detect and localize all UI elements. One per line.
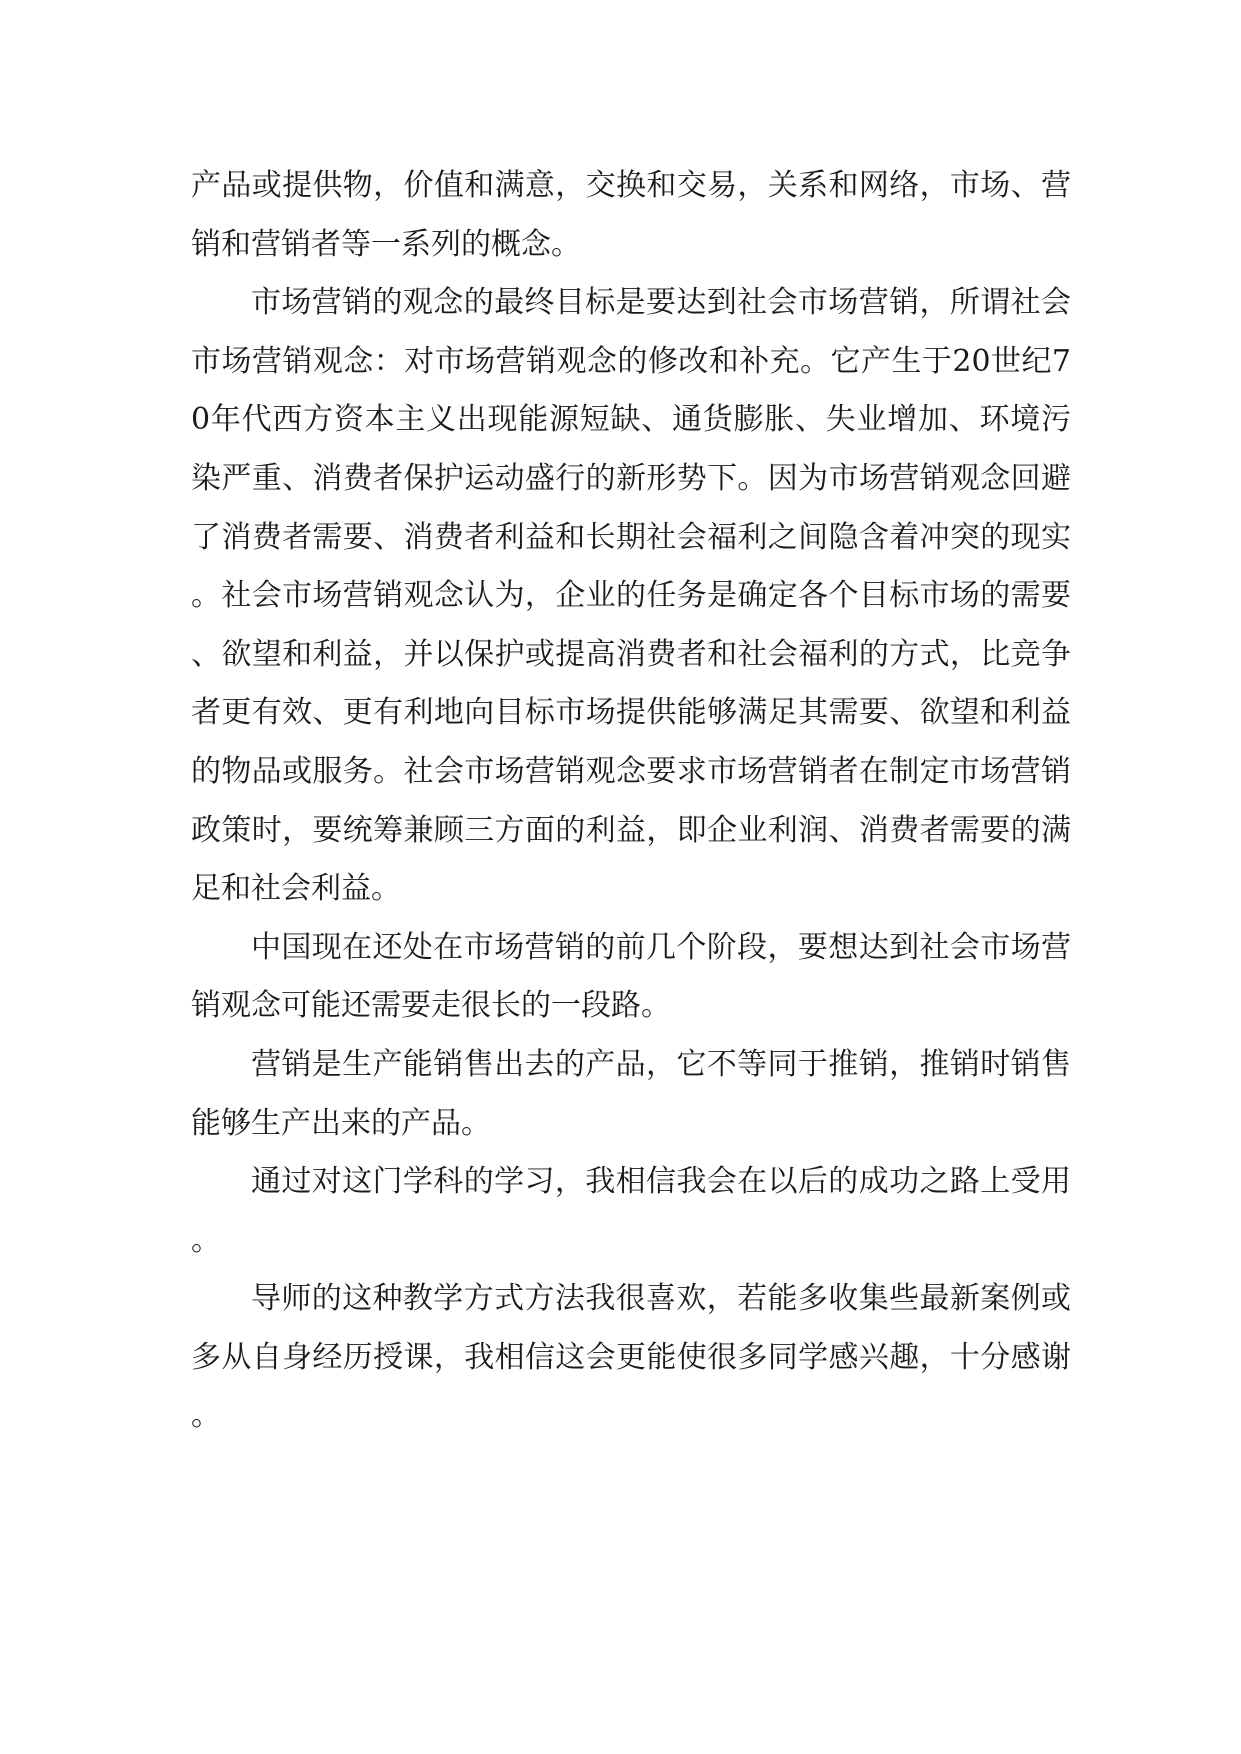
paragraph-china-stage: 中国现在还处在市场营销的前几个阶段，要想达到社会市场营销观念可能还需要走很长的一段路。	[191, 929, 1071, 1024]
paragraph-learning-benefit: 通过对这门学科的学习，我相信我会在以后的成功之路上受用。	[191, 1164, 1071, 1258]
paragraph-social-marketing-concept: 市场营销的观念的最终目标是要达到社会市场营销，所谓社会市场营销观念：对市场营销观念的修改和补充。它产生于20世纪70年代西方资本主义出现能源短缺、通货膨胀、失业增加、环境污染严重、消费者保护运动盛行的新形势下。因为市场营销观念回避了消费者需要、消费者利益和长期社会福利之间隐含着冲突的现实。社会市场营销观念认为，企业的任务是确定各个目标市场的需要、欲望和利益，并以保护或提高消费者和社会福利的方式，比竞争者更有效、更有利地向目标市场提供能够满足其需要、欲望和利益的物品或服务。社会市场营销观念要求市场营销者在制定市场营销政策时，要统筹兼顾三方面的利益，即企业利润、消费者需要的满足和社会利益。	[191, 285, 1071, 907]
paragraph-teaching-feedback: 导师的这种教学方式方法我很喜欢，若能多收集些最新案例或多从自身经历授课，我相信这会更能使很多同学感兴趣，十分感谢。	[191, 1281, 1071, 1434]
body-text	[191, 157, 1071, 1446]
paragraph-continuation: 产品或提供物，价值和满意，交换和交易，关系和网络，市场、营销和营销者等一系列的概念。	[191, 168, 1071, 262]
paragraph-marketing-vs-selling: 营销是生产能销售出去的产品，它不等同于推销，推销时销售能够生产出来的产品。	[191, 1046, 1071, 1141]
